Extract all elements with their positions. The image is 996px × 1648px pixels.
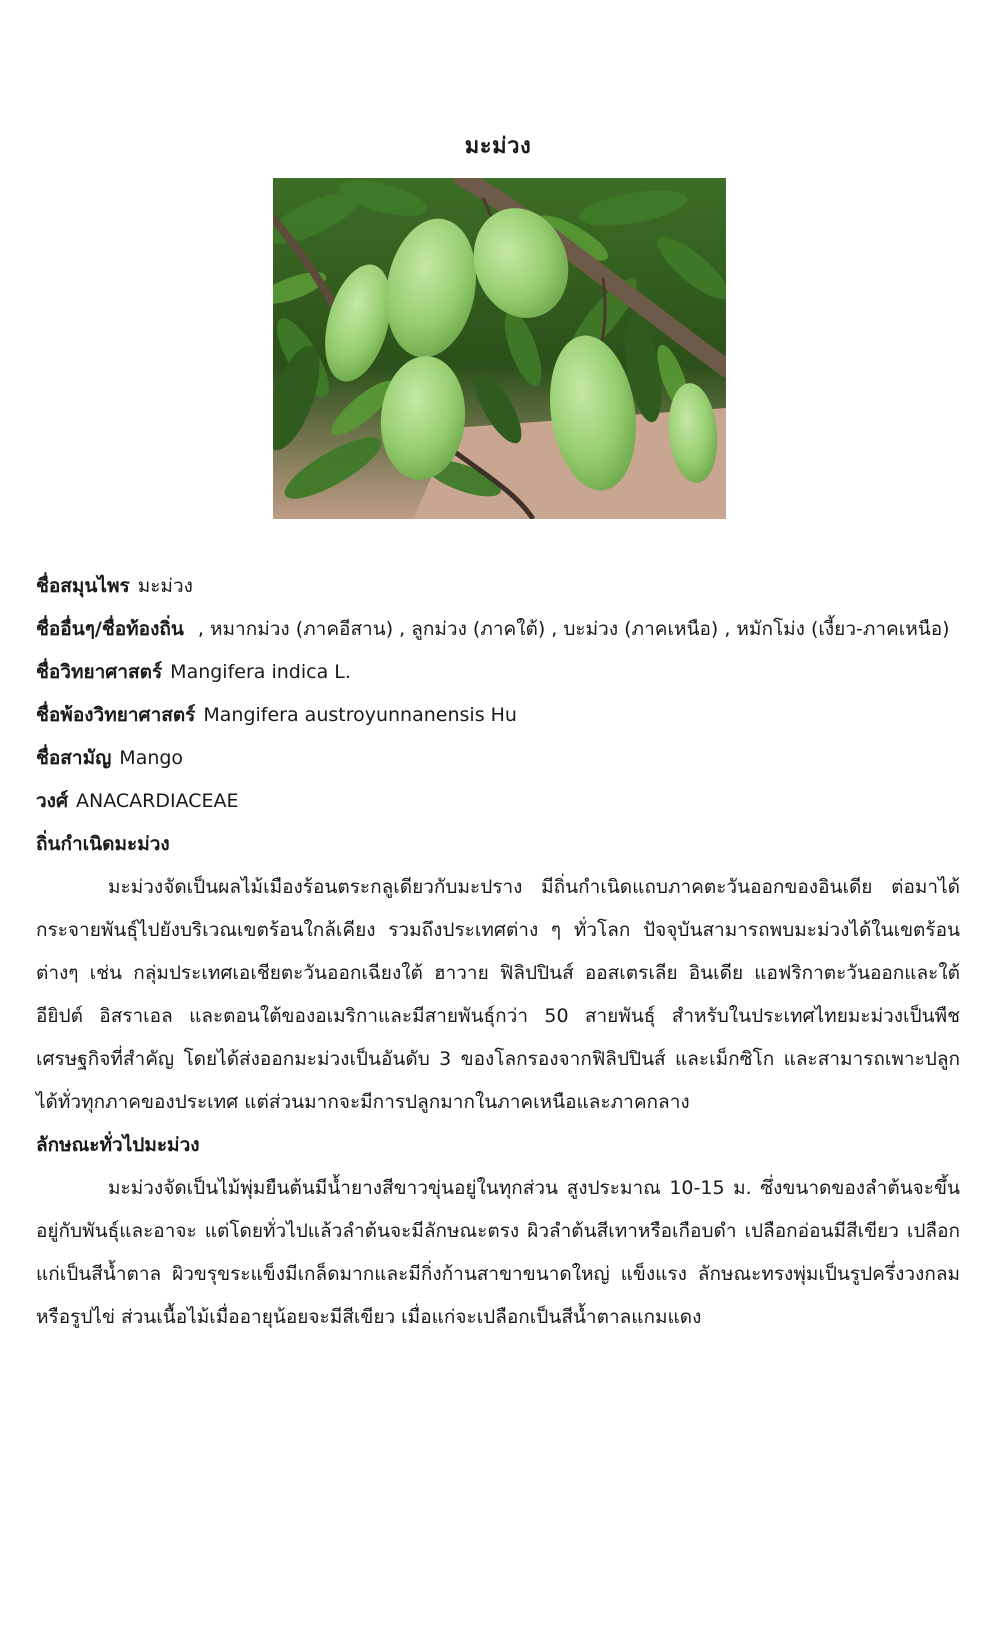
field-value: Mangifera austroyunnanensis Hu — [203, 704, 517, 726]
field-label: ชื่อสมุนไพร — [36, 575, 130, 597]
field-label: ชื่อสามัญ — [36, 747, 112, 769]
field-label: วงศ์ — [36, 790, 69, 812]
mango-tree-photo — [273, 178, 726, 519]
page-title: มะม่วง — [464, 134, 532, 159]
section-heading-characteristics: ลักษณะทั่วไปมะม่วง — [36, 1134, 200, 1156]
field-value: , หมากม่วง (ภาคอีสาน) , ลูกม่วง (ภาคใต้) , บะม่วง (ภาคเหนือ) , หมักโม่ง (เงี้ยว-ภาคเหนือ) — [191, 618, 950, 640]
field-herb-name — [36, 565, 960, 608]
field-synonym — [36, 694, 960, 737]
section-body-origin: มะม่วงจัดเป็นผลไม้เมืองร้อนตระกลูเดียวกับมะปราง มีถิ่นกำเนิดแถบภาคตะวันออกของอินเดีย ต่อมาได้กระจายพันธุ์ไปยังบริเวณเขตร้อนใกล้เคียง รวมถึงประเทศต่าง ๆ ทั่วโลก ปัจจุบันสามารถพบมะม่วงได้ในเขตร้อนต่างๆ เช่น กลุ่มประเทศเอเชียตะวันออกเฉียงใต้ ฮาวาย ฟิลิปปินส์ ออสเตรเลีย อินเดีย แอฟริกาตะวันออกและใต้ อียิปต์ อิสราเอล และตอนใต้ของอเมริกาและมีสายพันธุ์กว่า 50 สายพันธุ์ สำหรับในประเทศไทยมะม่วงเป็นพืชเศรษฐกิจที่สำคัญ โดยได้ส่งออกมะม่วงเป็นอันดับ 3 ของโลกรองจากฟิลิปปินส์ และเม็กซิโก และสามารถเพาะปลูกได้ทั่วทุกภาคของประเทศ แต่ส่วนมากจะมีการปลูกมากในภาคเหนือและภาคกลาง — [36, 876, 960, 1113]
field-other-names — [36, 608, 960, 651]
field-scientific-name — [36, 651, 960, 694]
field-label: ชื่อวิทยาศาสตร์ — [36, 661, 163, 683]
section-body-characteristics: มะม่วงจัดเป็นไม้พุ่มยืนต้นมีน้ำยางสีขาวขุ่นอยู่ในทุกส่วน สูงประมาณ 10-15 ม. ซึ่งขนาดของลำต้นจะขึ้นอยู่กับพันธุ์และอาจะ แต่โดยทั่วไปแล้วลำต้นจะมีลักษณะตรง ผิวลำต้นสีเทาหรือเกือบดำ เปลือกอ่อนมีสีเขียว เปลือกแก่เป็นสีน้ำตาล ผิวขรุขระแข็งมีเกล็ดมากและมีกิ่งก้านสาขาขนาดใหญ่ แข็งแรง ลักษณะทรงพุ่มเป็นรูปครึ่งวงกลมหรือรูปไข่ ส่วนเนื้อไม้เมื่ออายุน้อยจะมีสีเขียว เมื่อแก่จะเปลือกเป็นสีน้ำตาลแกมแดง — [36, 1177, 960, 1328]
field-value: ANACARDIACEAE — [76, 790, 239, 812]
field-label: ชื่ออื่นๆ/ชื่อท้องถิ่น — [36, 618, 184, 640]
field-label: ชื่อพ้องวิทยาศาสตร์ — [36, 704, 196, 726]
section-heading-origin: ถิ่นกำเนิดมะม่วง — [36, 833, 170, 855]
field-family — [36, 780, 960, 823]
field-value: Mango — [119, 747, 184, 769]
field-value: Mangifera indica L. — [170, 661, 351, 683]
field-value: มะม่วง — [137, 575, 193, 597]
herb-content — [36, 565, 960, 1339]
field-common-name — [36, 737, 960, 780]
